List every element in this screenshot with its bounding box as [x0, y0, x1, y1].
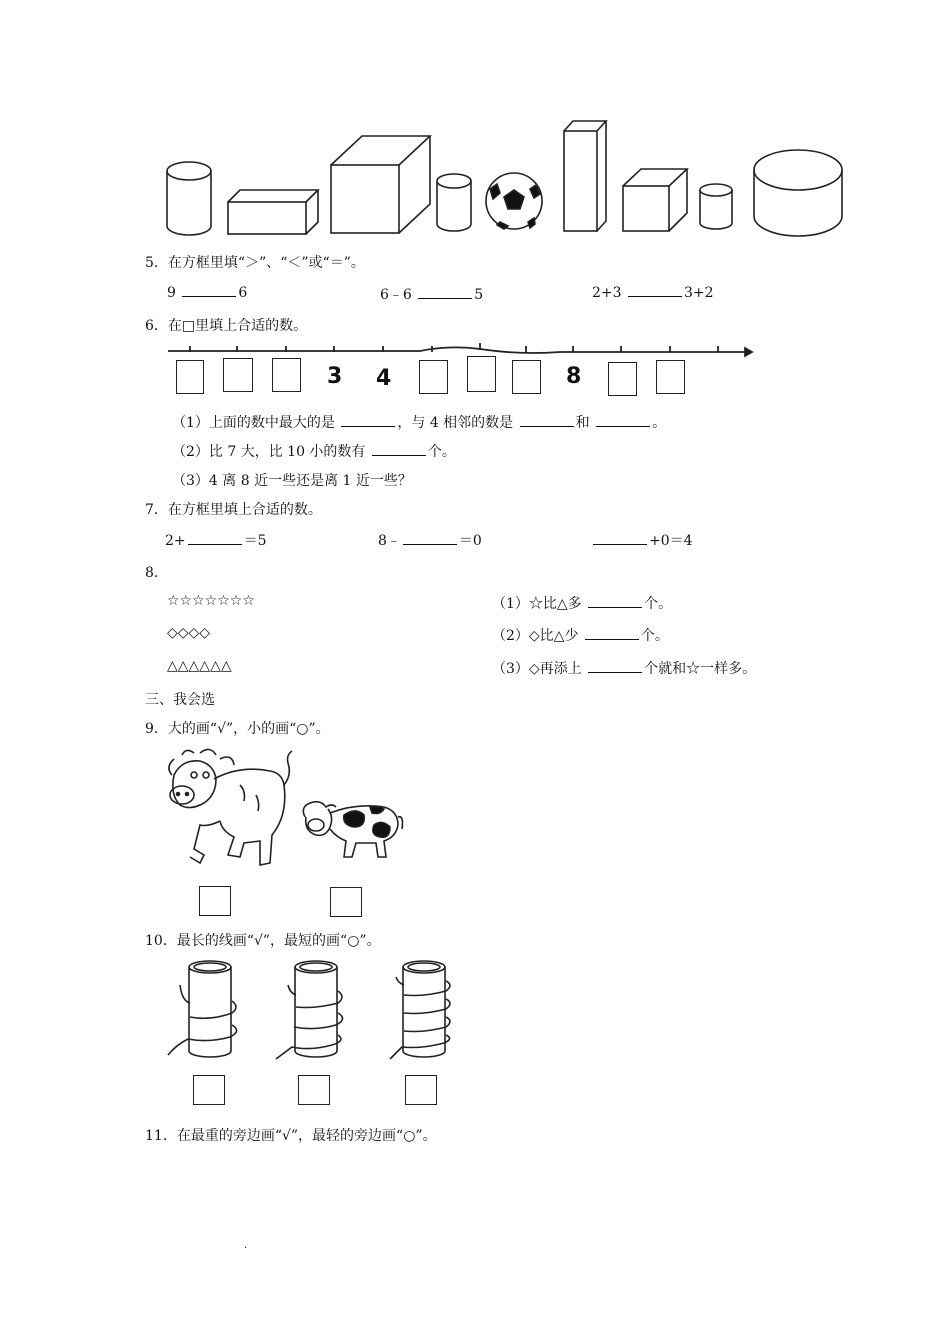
q5-item-2-right: 5	[474, 287, 484, 303]
cuboid-tall-shape	[564, 121, 606, 231]
q7-item-2-prefix: 8﹣	[378, 533, 401, 549]
q6-sub2-text-b: 个。	[427, 444, 456, 460]
q6-sub1	[172, 412, 666, 432]
solid-shapes-illustration	[0, 0, 950, 250]
q6-sub1-blank-2[interactable]	[520, 414, 574, 427]
q8-question-3-blank[interactable]	[588, 660, 642, 673]
q10-title: 10．最长的线画“√”，最短的画“○”。	[145, 933, 381, 949]
q8-question-2-text-b: 个。	[640, 628, 669, 644]
numberline-box-1[interactable]	[176, 360, 204, 394]
numberline-box-7[interactable]	[608, 362, 637, 396]
q7-item-1-suffix: ＝5	[243, 533, 267, 549]
q5-item-1-right: 6	[238, 285, 248, 301]
numberline-label-8: 8	[566, 364, 582, 389]
q8-question-1	[492, 593, 672, 613]
q6-sub1-text-d: 。	[652, 415, 667, 431]
q5-item-1	[167, 284, 247, 301]
small-cow-icon	[303, 802, 402, 857]
cylinder-wrapped-1-icon	[168, 961, 237, 1057]
cylinder-shape-1	[167, 162, 211, 235]
q10-answer-box-3[interactable]	[405, 1075, 437, 1105]
q8-question-3-text-b: 个就和☆一样多。	[644, 661, 757, 677]
q6-sub2	[172, 441, 456, 461]
numberline-label-3: 3	[327, 364, 343, 389]
cylinder-shape-wide	[754, 150, 842, 236]
q7-title: 7．在方框里填上合适的数。	[145, 502, 322, 518]
q6-title: 6．在□里填上合适的数。	[145, 318, 308, 334]
q5-item-3-left: 2+3	[592, 285, 622, 301]
q8-question-3	[492, 658, 756, 678]
q6-sub1-text-b: ，与 4 相邻的数是	[397, 415, 514, 431]
q8-question-2-text-a: （2）◇比△少	[492, 628, 579, 644]
q7-item-1-blank[interactable]	[188, 532, 242, 545]
q8-question-2-blank[interactable]	[585, 627, 639, 640]
wrapped-cylinders-illustration	[160, 955, 480, 1065]
q7-item-2-suffix: ＝0	[458, 533, 482, 549]
cube-shape-medium	[623, 169, 687, 231]
section-3-heading: 三、我会选	[145, 692, 215, 708]
q8-question-2	[492, 625, 669, 645]
cylinder-shape-2	[437, 174, 471, 231]
q7-item-1-prefix: 2+	[165, 533, 186, 549]
q6-sub2-blank[interactable]	[372, 443, 426, 456]
q9-answer-box-big-cow[interactable]	[199, 886, 231, 916]
q5-item-3-blank[interactable]	[628, 284, 682, 297]
q5-item-3-right: 3+2	[684, 285, 714, 301]
numberline-box-8[interactable]	[656, 360, 685, 394]
q5-item-1-left: 9	[167, 285, 176, 301]
numberline-box-2[interactable]	[223, 358, 253, 392]
q7-item-1	[165, 530, 267, 550]
q7-item-2	[378, 530, 482, 550]
numberline-box-5[interactable]	[467, 356, 496, 392]
q6-sub1-blank-3[interactable]	[596, 414, 650, 427]
soccer-ball-shape	[486, 173, 542, 229]
q6-sub2-text-a: （2）比 7 大，比 10 小的数有	[172, 444, 366, 460]
cows-illustration	[160, 745, 420, 880]
cube-shape-large	[331, 136, 430, 233]
q5-item-2-blank[interactable]	[418, 286, 472, 299]
q7-item-3	[591, 530, 693, 550]
numberline-box-6[interactable]	[512, 360, 541, 394]
numberline-label-4: 4	[376, 366, 392, 391]
q7-item-2-blank[interactable]	[403, 532, 457, 545]
q5-title: 5．在方框里填“＞”、“＜”或“＝”。	[145, 255, 365, 271]
q9-title: 9．大的画“√”，小的画“○”。	[145, 721, 330, 737]
numberline-box-3[interactable]	[272, 358, 301, 392]
cylinder-wrapped-2-icon	[276, 961, 343, 1059]
q5-item-3	[592, 284, 714, 301]
q5-item-2-left: 6﹣6	[380, 287, 412, 303]
cylinder-wrapped-3-icon	[390, 961, 450, 1059]
q7-item-3-suffix: +0＝4	[649, 533, 693, 549]
q8-stars-row: ☆☆☆☆☆☆☆	[167, 593, 255, 609]
q7-item-3-blank[interactable]	[593, 532, 647, 545]
cuboid-flat-shape	[228, 190, 318, 234]
q6-sub1-blank-1[interactable]	[341, 414, 395, 427]
q8-diamonds-row: ◇◇◇◇	[167, 625, 211, 641]
q6-sub3: （3）4 离 8 近一些还是离 1 近一些？	[172, 473, 412, 489]
q8-triangles-row: △△△△△△	[167, 658, 232, 674]
big-cow-icon	[169, 749, 292, 865]
q9-answer-box-small-cow[interactable]	[330, 887, 362, 917]
q10-answer-box-2[interactable]	[298, 1075, 330, 1105]
cylinder-shape-3	[700, 184, 732, 229]
q5-item-1-blank[interactable]	[182, 284, 236, 297]
q8-question-1-text-b: 个。	[644, 596, 673, 612]
q8-question-1-text-a: （1）☆比△多	[492, 596, 582, 612]
numberline-box-4[interactable]	[419, 360, 448, 394]
q8-question-1-blank[interactable]	[588, 595, 642, 608]
q10-answer-box-1[interactable]	[193, 1075, 225, 1105]
q5-item-2	[380, 284, 483, 304]
footer-mark: .	[244, 1240, 248, 1251]
q6-sub1-text-a: （1）上面的数中最大的是	[172, 415, 335, 431]
q11-title: 11．在最重的旁边画“√”，最轻的旁边画“○”。	[145, 1128, 437, 1144]
q8-title: 8．	[145, 565, 168, 581]
q8-question-3-text-a: （3）◇再添上	[492, 661, 582, 677]
q6-sub1-text-c: 和	[575, 415, 590, 431]
